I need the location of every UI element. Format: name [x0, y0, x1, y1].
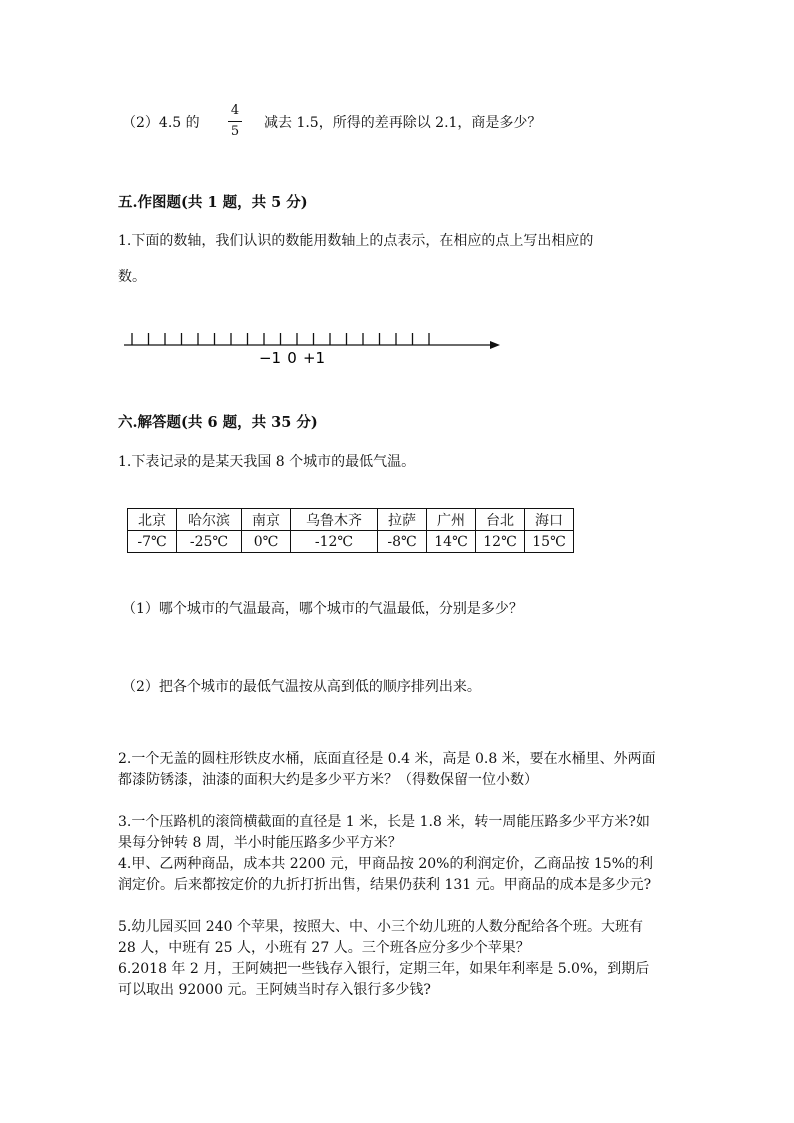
number-line — [124, 330, 504, 370]
city-temperature-table — [127, 508, 574, 553]
table-row-cities — [128, 509, 574, 531]
section-6-title: 六.解答题(共 6 题，共 35 分) — [118, 414, 318, 431]
section-5-title: 五.作图题(共 1 题，共 5 分) — [118, 194, 308, 211]
table-cell: 15℃ — [525, 531, 574, 553]
table-cell: 0℃ — [242, 531, 291, 553]
section-6-sub-question-2: （2）把各个城市的最低气温按从高到低的顺序排列出来。 — [122, 679, 481, 695]
table-cell: 北京 — [128, 509, 177, 531]
section-6-question-1-intro: 1.下表记录的是某天我国 8 个城市的最低气温。 — [118, 454, 416, 470]
section-6-question-4: 4.甲、乙两种商品，成本共 2200 元，甲商品按 20%的利润定价，乙商品按 15%的利润定价。后来都按定价的九折打折出售，结果仍获利 131 元。甲商品的成本是多少元? — [118, 856, 654, 893]
table-row-temperatures — [128, 531, 574, 553]
table-cell: -25℃ — [177, 531, 242, 553]
table-cell: 12℃ — [476, 531, 525, 553]
table-cell: -12℃ — [291, 531, 378, 553]
fraction-four-fifths — [228, 104, 242, 139]
table-cell: 南京 — [242, 509, 291, 531]
table-cell: 哈尔滨 — [177, 509, 242, 531]
table-cell: 乌鲁木齐 — [291, 509, 378, 531]
section-5-question-1-line-1: 1.下面的数轴，我们认识的数能用数轴上的点表示，在相应的点上写出相应的 — [118, 233, 594, 249]
table-cell: 14℃ — [427, 531, 476, 553]
section-6-question-5: 5.幼儿园买回 240 个苹果，按照大、中、小三个幼儿班的人数分配给各个班。大班有 28 人，中班有 25 人，小班有 27 人。三个班各应分多少个苹果？ — [118, 919, 643, 956]
fraction-bar — [228, 121, 242, 122]
number-line-arrow — [490, 341, 500, 349]
section-6-question-2: 2.一个无盖的圆柱形铁皮水桶，底面直径是 0.4 米，高是 0.8 米，要在水桶里、外两面都漆防锈漆，油漆的面积大约是多少平方米？（得数保留一位小数） — [118, 751, 656, 788]
question-4-2-prefix: （2）4.5 的 — [122, 115, 200, 131]
question-4-2-suffix: 减去 1.5，所得的差再除以 2.1，商是多少？ — [264, 115, 542, 131]
fraction-numerator: 4 — [230, 103, 240, 118]
section-6-question-3: 3.一个压路机的滚筒横截面的直径是 1 米，长是 1.8 米，转一周能压路多少平方米?如果每分钟转 8 周，半小时能压路多少平方米？ — [118, 814, 650, 851]
axis-label-zero: 0 — [287, 349, 297, 367]
section-6-sub-question-1: （1）哪个城市的气温最高，哪个城市的气温最低，分别是多少？ — [122, 601, 523, 617]
section-6-question-6: 6.2018 年 2 月，王阿姨把一些钱存入银行，定期三年，如果年利率是 5.0%，到期后可以取出 92000 元。王阿姨当时存入银行多少钱? — [118, 961, 650, 998]
section-5-question-1-line-2: 数。 — [118, 269, 146, 285]
table-cell: 拉萨 — [378, 509, 427, 531]
table-cell: 海口 — [525, 509, 574, 531]
axis-label-plus-one: +1 — [302, 349, 326, 367]
table-cell: -8℃ — [378, 531, 427, 553]
axis-label-minus-one: −1 — [258, 349, 282, 367]
number-line-ticks — [132, 333, 429, 345]
table-cell: -7℃ — [128, 531, 177, 553]
fraction-denominator: 5 — [230, 124, 240, 139]
table-cell: 台北 — [476, 509, 525, 531]
table-cell: 广州 — [427, 509, 476, 531]
